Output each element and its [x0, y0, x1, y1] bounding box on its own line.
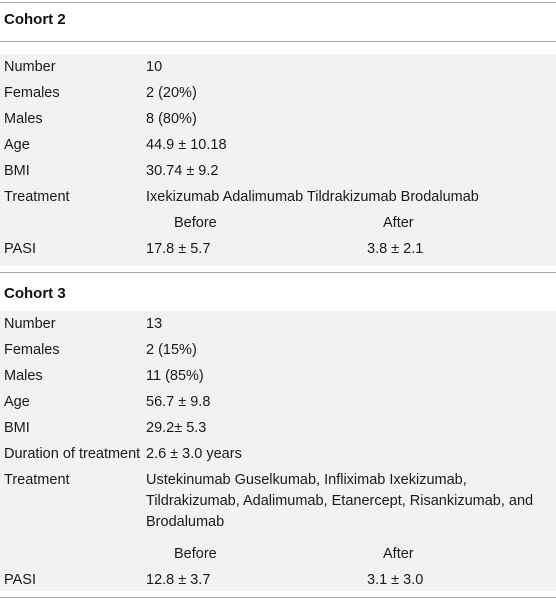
- table-row: [0, 54, 556, 80]
- pasi-before-value: 12.8 ± 3.7: [146, 572, 211, 588]
- pasi-row: [0, 236, 556, 262]
- table-row: [0, 467, 556, 541]
- table-row: [0, 415, 556, 441]
- row-label: BMI: [4, 163, 30, 179]
- row-value: 30.74 ± 9.2: [146, 163, 219, 179]
- table-row: [0, 132, 556, 158]
- row-value: 2.6 ± 3.0 years: [146, 446, 242, 462]
- cohort-3-body: [0, 311, 556, 591]
- cohort-2-body: [0, 54, 556, 266]
- bottom-rule: [0, 597, 556, 598]
- table-row: [0, 363, 556, 389]
- before-label: Before: [174, 546, 217, 562]
- row-value: 2 (20%): [146, 85, 197, 101]
- row-label: PASI: [4, 241, 36, 257]
- row-label: BMI: [4, 420, 30, 436]
- pasi-row: [0, 567, 556, 593]
- row-value: 11 (85%): [146, 368, 204, 384]
- before-label: Before: [174, 215, 217, 231]
- row-label: Females: [4, 342, 60, 358]
- row-label: Age: [4, 137, 30, 153]
- pasi-after-value: 3.8 ± 2.1: [367, 241, 424, 257]
- table-row: [0, 80, 556, 106]
- cohort-2-header-rule: [0, 41, 556, 42]
- pasi-before-value: 17.8 ± 5.7: [146, 241, 211, 257]
- row-value: Ixekizumab Adalimumab Tildrakizumab Brodalumab: [146, 189, 479, 205]
- row-value: 2 (15%): [146, 342, 197, 358]
- row-label: Males: [4, 111, 43, 127]
- row-value: 44.9 ± 10.18: [146, 137, 227, 153]
- after-label: After: [383, 215, 414, 231]
- before-after-subheader: [0, 210, 556, 236]
- table-row: [0, 106, 556, 132]
- cohort-2-header: [0, 3, 556, 35]
- cohort-3-header: [0, 273, 556, 305]
- pasi-after-value: 3.1 ± 3.0: [367, 572, 424, 588]
- row-value: 13: [146, 316, 163, 332]
- row-label: Duration of treatment: [4, 446, 141, 462]
- cohort-2-title: Cohort 2: [4, 11, 66, 28]
- cohort-3-title: Cohort 3: [4, 285, 66, 302]
- row-value: 29.2± 5.3: [146, 420, 207, 436]
- row-value: 56.7 ± 9.8: [146, 394, 211, 410]
- row-label: Age: [4, 394, 30, 410]
- row-label: Number: [4, 316, 56, 332]
- row-label: Treatment: [4, 472, 70, 488]
- row-value: Ustekinumab Guselkumab, Infliximab Ixekizumab, Tildrakizumab, Adalimumab, Etanercept, Risankizumab, and Brodalumab: [146, 472, 534, 530]
- row-label: Females: [4, 85, 60, 101]
- row-label: Treatment: [4, 189, 70, 205]
- table-row: [0, 311, 556, 337]
- table-row: [0, 158, 556, 184]
- after-label: After: [383, 546, 414, 562]
- row-value: 10: [146, 59, 163, 75]
- table-row: [0, 184, 556, 210]
- table-row: [0, 337, 556, 363]
- row-label: Number: [4, 59, 56, 75]
- table-row: [0, 441, 556, 467]
- table-row: [0, 389, 556, 415]
- row-value: 8 (80%): [146, 111, 197, 127]
- row-label: PASI: [4, 572, 36, 588]
- row-label: Males: [4, 368, 43, 384]
- before-after-subheader: [0, 541, 556, 567]
